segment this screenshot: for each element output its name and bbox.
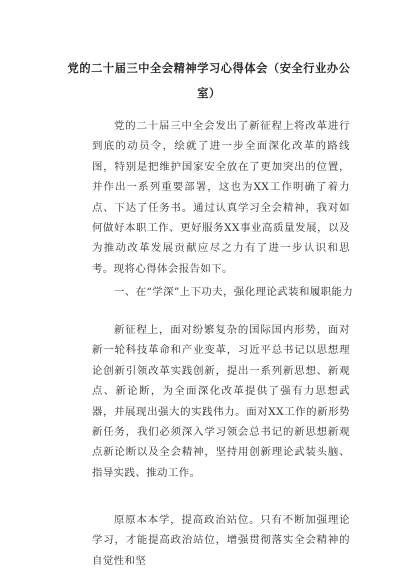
document-title: 党的二十届三中全会精神学习心得体会（安全行业办公室）	[67, 62, 351, 100]
body-paragraph: 新征程上，面对纷繁复杂的国际国内形势，面对新一轮科技革命和产业变革，习近平总书记以思想理论创新引领改革实践创新，提出一系列新思想、新观点、新论断，为全面深化改革提供了强有力思想武器，并展现出强大的实践伟力。面对XX工作的新形势新任务，我们必须深入学习领会总书记的新思想新观点新论断以及全会精神，坚持用创新理论武装头脑、指导实践、推动工作。	[92, 324, 350, 479]
section-heading: 一、在“学深”上下功夫，强化理论武装和履职能力	[114, 286, 354, 298]
body-paragraph-continued: 原原本本学，提高政治站位。只有不断加强理论学习，才能提高政治站位，增强贯彻落实全会精神的自觉性和坚	[92, 514, 350, 567]
intro-paragraph: 党的二十届三中全会发出了新征程上将改革进行到底的动员令，绘就了进一步全面深化改革的路线图，特别是把维护国家安全放在了更加突出的位置，并作出一系列重要部署，这也为XX工作明确了着力点、下达了任务书。通过认真学习全会精神，我对如何做好本职工作、更好服务XX事业高质量发展，以及为推动改革发展贡献应尽之力有了进一步认识和思考。现将心得体会报告如下。	[92, 120, 350, 275]
